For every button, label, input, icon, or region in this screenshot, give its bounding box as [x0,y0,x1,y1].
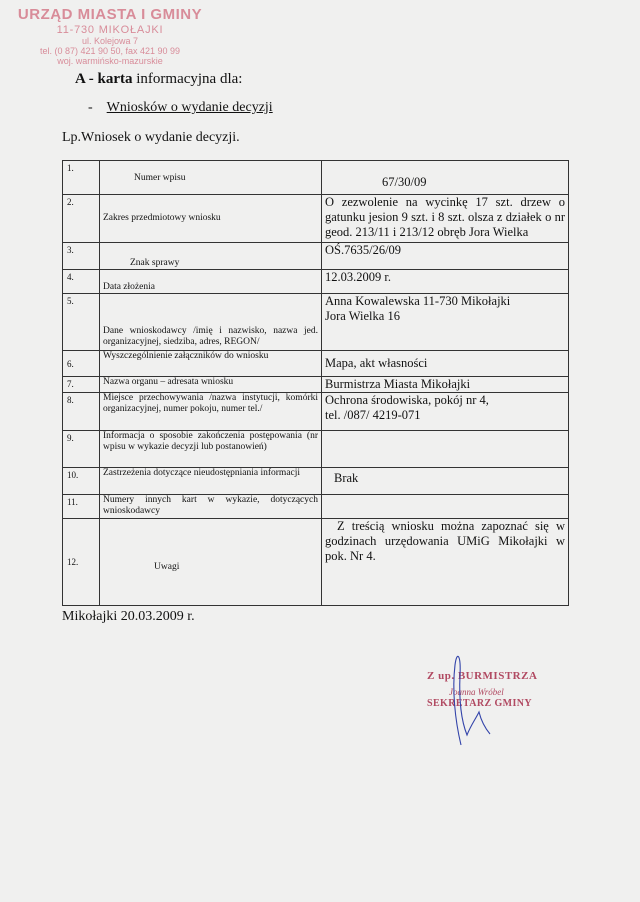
signature-stamp-line-2: Joanna Wróbel [449,687,504,697]
table-row [63,431,569,468]
value-line: tel. /087/ 4219-071 [325,408,421,422]
table-row [63,294,569,351]
information-table [62,160,569,606]
row-value: Burmistrza Miasta Mikołajki [322,377,569,393]
row-label: Zakres przedmiotowy wniosku [100,195,322,243]
table-row [63,161,569,195]
value-line: Anna Kowalewska 11-730 Mikołajki [325,294,511,308]
stamp-line-1: URZĄD MIASTA I GMINY [17,6,203,23]
row-number: 8. [63,393,100,431]
row-number: 12. [63,519,100,606]
row-value [322,393,569,431]
row-number: 5. [63,294,100,351]
subject-text: Wniosków o wydanie decyzji [106,100,273,115]
office-stamp [10,6,210,66]
stamp-line-4: tel. (0 87) 421 90 50, fax 421 90 99 [39,46,181,56]
row-number: 3. [63,243,100,270]
table-row [63,495,569,519]
stamp-line-2: 11-730 MIKOŁAJKI [56,24,164,36]
row-label: Numery innych kart w wykazie, dotyczących wnioskodawcy [100,495,322,519]
row-value [322,294,569,351]
row-value: 67/30/09 [322,161,569,195]
table-row [63,270,569,294]
row-value: Z treścią wniosku można zapoznać się w godzinach urzędowania UMiG Mikołajki w pok. Nr 4. [322,519,569,606]
table-row [63,468,569,495]
row-number: 10. [63,468,100,495]
intro-line: Lp.Wniosek o wydanie decyzji. [62,130,240,145]
row-number: 1. [63,161,100,195]
stamp-line-5: woj. warmińsko-mazurskie [57,56,163,66]
table-row [63,243,569,270]
heading-suffix: informacyjna dla: [132,71,243,87]
heading-prefix: A - karta [75,71,133,87]
document-subject [88,100,273,116]
row-label: Numer wpisu [100,161,322,195]
table-row [63,393,569,431]
signature-stamp-line-1: Z up. BURMISTRZA [427,670,538,682]
row-value: 12.03.2009 r. [322,270,569,294]
row-value [322,431,569,468]
row-label: Informacja o sposobie zakończenia postępowania (nr wpisu w wykazie decyzji lub postanowień) [100,431,322,468]
row-number: 9. [63,431,100,468]
table-row [63,195,569,243]
row-number: 6. [63,351,100,377]
row-label: Zastrzeżenia dotyczące nieudostępniania informacji [100,468,322,495]
table-row [63,377,569,393]
signature-stamp-line-3: SEKRETARZ GMINY [427,698,532,709]
row-number: 2. [63,195,100,243]
row-number: 7. [63,377,100,393]
value-line: Ochrona środowiska, pokój nr 4, [325,393,489,407]
row-value: OŚ.7635/26/09 [322,243,569,270]
row-label: Uwagi [100,519,322,606]
place-and-date: Mikołajki 20.03.2009 r. [62,609,195,624]
value-line: Jora Wielka 16 [325,309,400,323]
row-label: Znak sprawy [100,243,322,270]
signature-stamp [405,650,565,760]
handwritten-signature [405,650,565,760]
document-heading [75,71,242,88]
bullet-dash: - [88,100,93,115]
row-value: Mapa, akt własności [322,351,569,377]
row-label: Dane wnioskodawcy /imię i nazwisko, nazwa jed. organizacyjnej, siedziba, adres, REGON/ [100,294,322,351]
row-label: Nazwa organu – adresata wniosku [100,377,322,393]
row-label: Miejsce przechowywania /nazwa instytucji, komórki organizacyjnej, numer pokoju, numer tel./ [100,393,322,431]
stamp-line-3: ul. Kolejowa 7 [81,36,139,46]
row-value [322,495,569,519]
table-row [63,519,569,606]
row-value: O zezwolenie na wycinkę 17 szt. drzew o gatunku jesion 9 szt. i 8 szt. olsza z działek o nr geod. 213/11 i 213/12 obręb Jora Wielka [322,195,569,243]
row-label: Wyszczególnienie załączników do wniosku [100,351,322,377]
table-row [63,351,569,377]
row-value: Brak [322,468,569,495]
row-label: Data złożenia [100,270,322,294]
row-number: 11. [63,495,100,519]
row-number: 4. [63,270,100,294]
